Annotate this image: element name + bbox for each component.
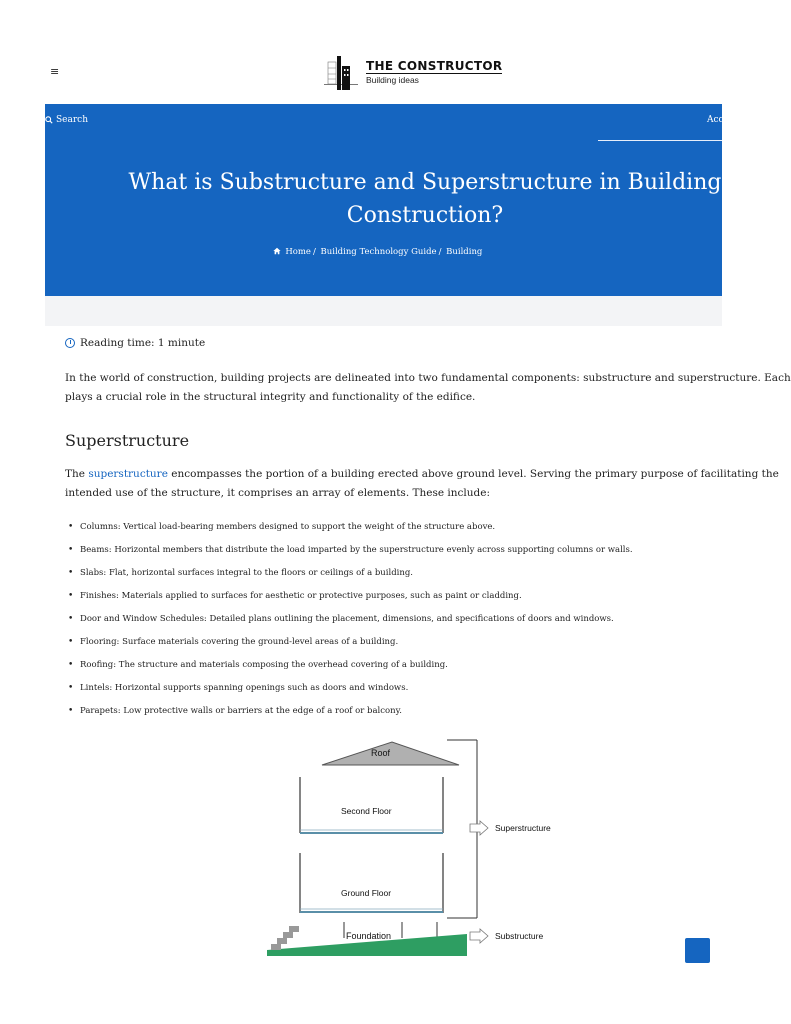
superstructure-label: Superstructure [495, 823, 551, 833]
para-prefix: The [65, 468, 89, 480]
clock-icon [65, 338, 75, 348]
list-item: • Flooring: Surface materials covering the ground-level areas of a building. [77, 631, 757, 654]
article-body [45, 326, 791, 956]
foundation-label: Foundation [346, 931, 392, 941]
account-label: Account [707, 115, 745, 125]
ground-floor-label: Ground Floor [341, 888, 392, 898]
site-header [0, 0, 768, 104]
divider-strip [45, 296, 722, 326]
list-item: • Slabs: Flat, horizontal surfaces integral to the floors or ceilings of a building. [77, 562, 757, 585]
breadcrumb-home[interactable]: Home [285, 247, 311, 257]
superstructure-paragraph [65, 465, 779, 484]
breadcrumb-building[interactable]: Building [446, 247, 483, 257]
list-item: • Parapets: Low protective walls or barriers at the edge of a roof or balcony. [77, 700, 757, 723]
site-logo[interactable] [322, 54, 522, 94]
page-title: What is Substructure and Superstructure in Building Construction? [128, 170, 722, 228]
logo-tagline: Building ideas [366, 75, 419, 85]
para-suffix: encompasses the portion of a building erected above ground level. Serving the primary purpose of facilitating the [167, 468, 779, 480]
search-button[interactable] [45, 115, 88, 125]
breadcrumb-building-technology-guide[interactable]: Building Technology Guide [320, 247, 437, 257]
breadcrumb: Home / Building Technology Guide / Building [45, 247, 712, 257]
substructure-label: Substructure [495, 931, 544, 941]
page-bottom [45, 956, 722, 1024]
search-label: Search [56, 115, 88, 125]
arrow-icon [470, 821, 488, 835]
roof-shape [322, 742, 459, 765]
intro-line-1: In the world of construction, building projects are delineated into two fundamental components: substructure and superstructure. Each [65, 372, 791, 384]
superstructure-link[interactable]: superstructure [88, 468, 168, 480]
building-logo-icon [322, 54, 362, 94]
second-floor-label: Second Floor [341, 806, 392, 816]
paragraph-line-2: intended use of the structure, it comprises an array of elements. These include: [65, 487, 491, 499]
arrow-icon [470, 929, 488, 943]
hero-banner [45, 104, 745, 296]
list-item: • Beams: Horizontal members that distribute the load imparted by the superstructure evenly across supporting columns or walls. [77, 539, 757, 562]
list-item: • Finishes: Materials applied to surfaces for aesthetic or protective purposes, such as paint or cladding. [77, 585, 757, 608]
superstructure-elements-list [65, 516, 757, 723]
list-item: • Roofing: The structure and materials composing the overhead covering of a building. [77, 654, 757, 677]
reading-time [65, 337, 205, 349]
logo-name: THE CONSTRUCTOR [366, 59, 503, 73]
search-icon [45, 116, 53, 124]
roof-label: Roof [371, 748, 391, 758]
account-button[interactable] [704, 115, 745, 125]
section-heading: Superstructure [65, 431, 190, 450]
menu-icon[interactable]: ≡ [50, 65, 60, 78]
building-diagram [267, 738, 567, 960]
list-item: • Lintels: Horizontal supports spanning openings such as doors and windows. [77, 677, 757, 700]
reading-time-label: Reading time: 1 minute [80, 337, 206, 349]
list-item: • Door and Window Schedules: Detailed plans outlining the placement, dimensions, and specifications of doors and windows. [77, 608, 757, 631]
home-icon [273, 247, 281, 255]
intro-line-2: plays a crucial role in the structural integrity and functionality of the edifice. [65, 391, 476, 403]
list-item: • Columns: Vertical load-bearing members designed to support the weight of the structure above. [77, 516, 757, 539]
scroll-top-button[interactable] [685, 938, 710, 963]
header-divider [598, 140, 722, 141]
